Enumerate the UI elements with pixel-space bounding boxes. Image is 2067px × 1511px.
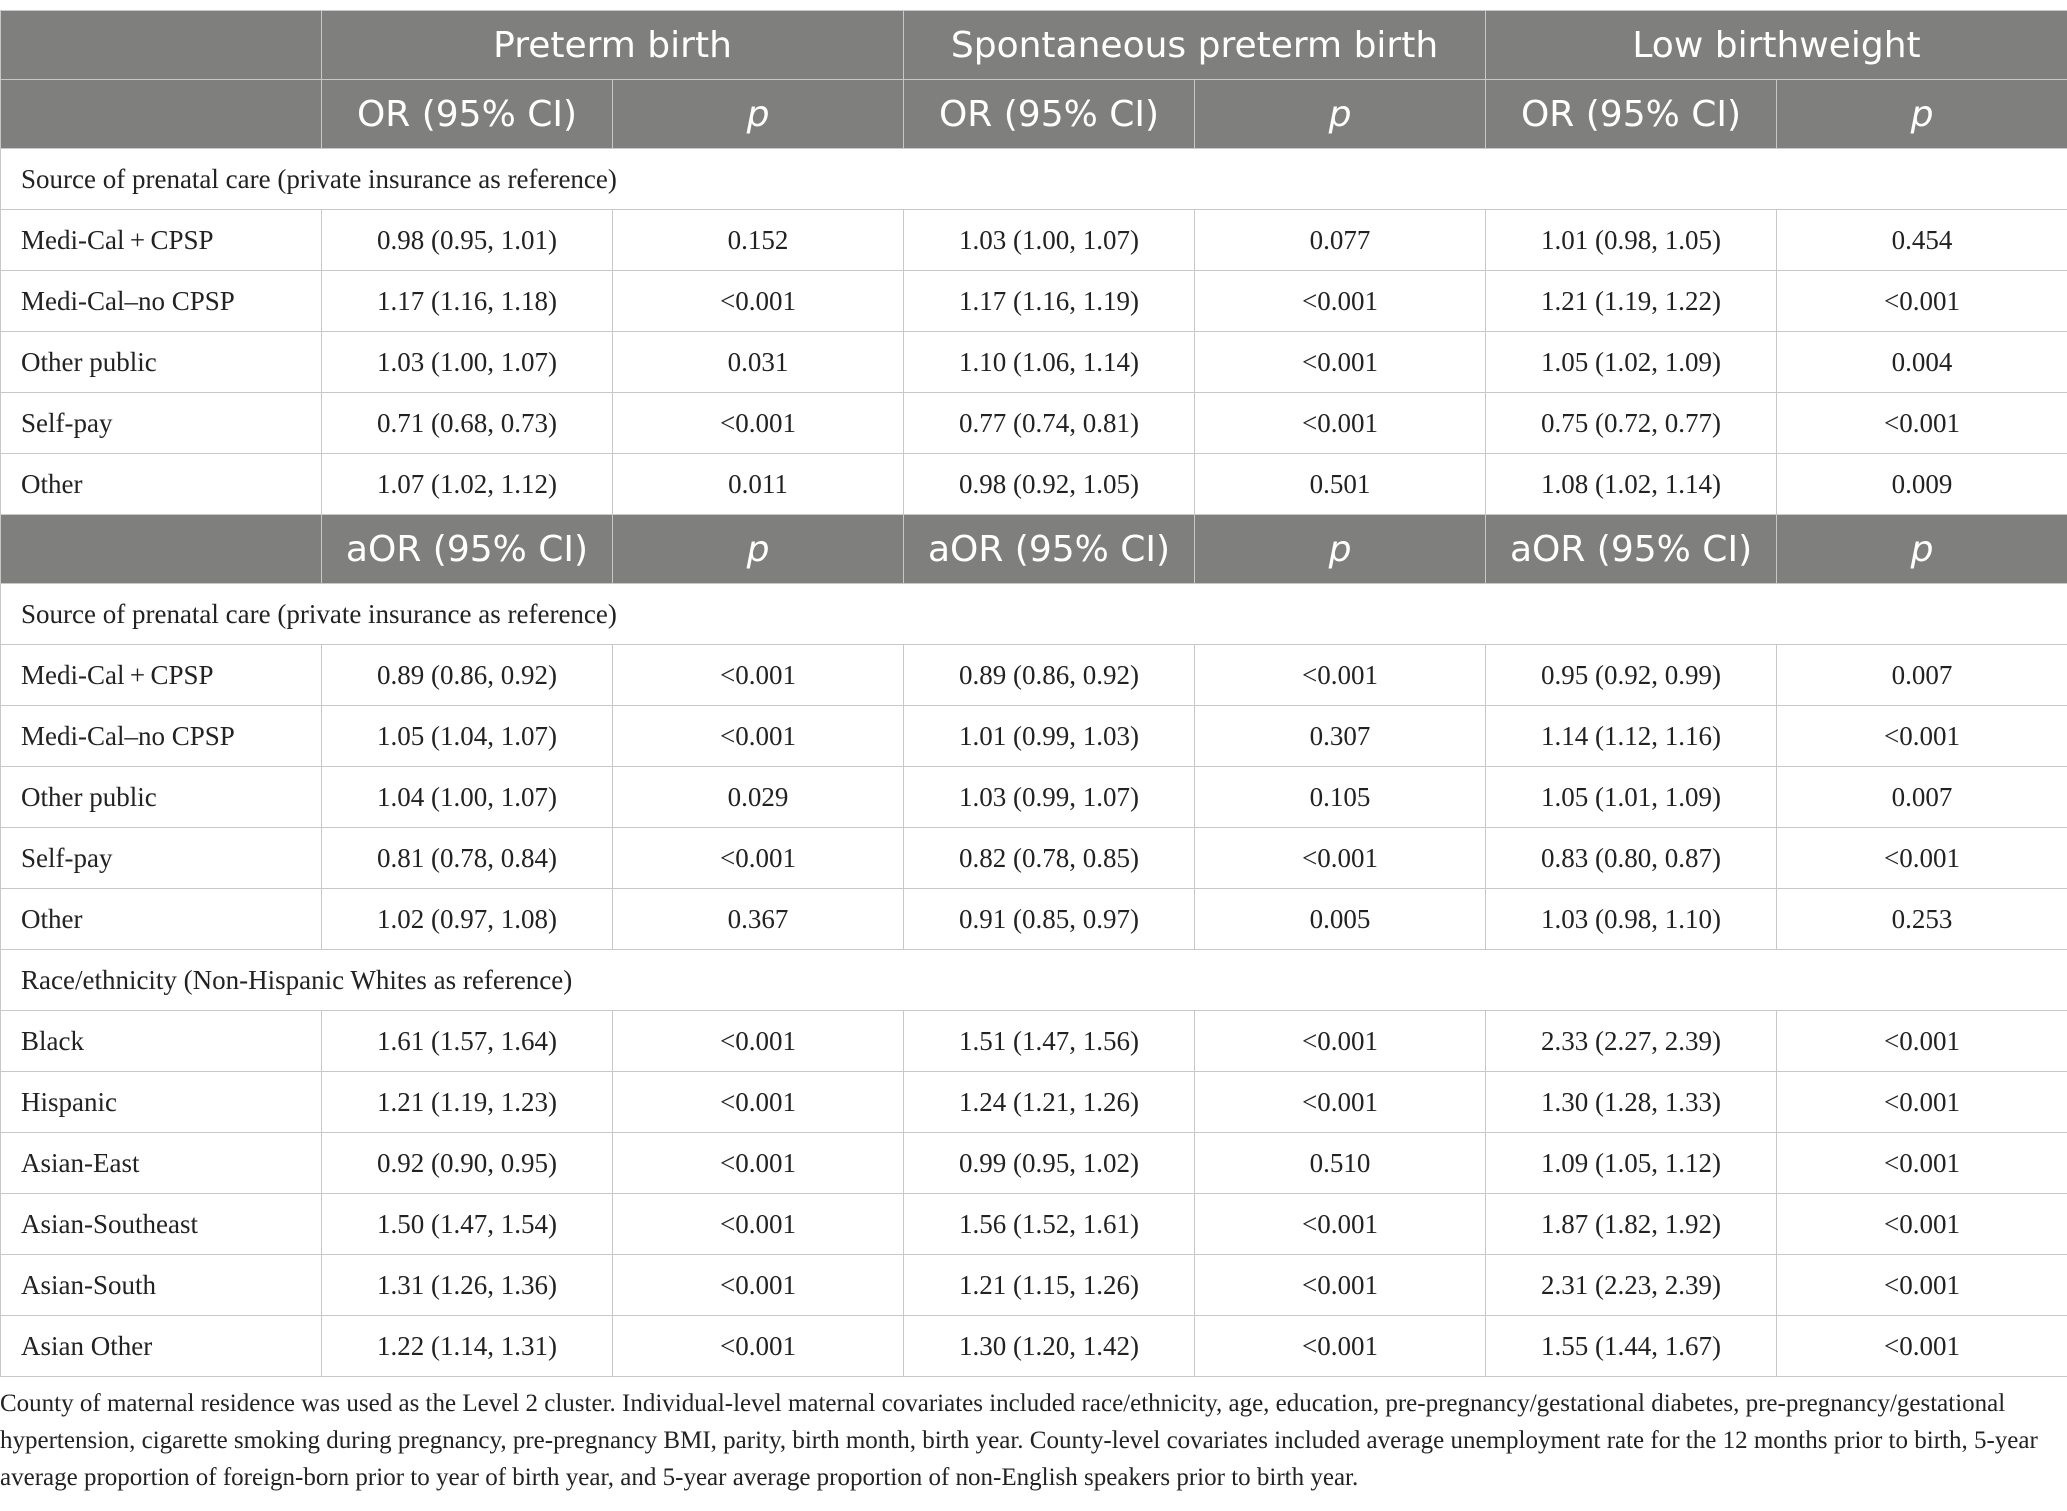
cell: <0.001	[1777, 393, 2067, 454]
cell: 1.05 (1.02, 1.09)	[1486, 332, 1777, 393]
header-aor: aOR (95% CI)	[322, 515, 613, 584]
cell: 1.31 (1.26, 1.36)	[322, 1255, 613, 1316]
cell: 1.21 (1.19, 1.23)	[322, 1072, 613, 1133]
cell: <0.001	[613, 706, 904, 767]
header-p: p	[613, 515, 904, 584]
row-label: Medi-Cal–no CPSP	[1, 271, 322, 332]
table-row	[1, 1316, 2067, 1377]
cell: 0.031	[613, 332, 904, 393]
cell: 0.91 (0.85, 0.97)	[904, 889, 1195, 950]
table-row	[1, 1255, 2067, 1316]
cell: 1.03 (0.98, 1.10)	[1486, 889, 1777, 950]
group-header-row	[1, 11, 2067, 80]
row-label: Black	[1, 1011, 322, 1072]
table-row	[1, 1133, 2067, 1194]
row-label: Medi-Cal + CPSP	[1, 645, 322, 706]
cell: 0.98 (0.92, 1.05)	[904, 454, 1195, 515]
cell: 1.87 (1.82, 1.92)	[1486, 1194, 1777, 1255]
cell: 1.03 (1.00, 1.07)	[904, 210, 1195, 271]
cell: <0.001	[1195, 393, 1486, 454]
cell: 2.33 (2.27, 2.39)	[1486, 1011, 1777, 1072]
results-table	[0, 10, 2067, 1377]
cell: 0.004	[1777, 332, 2067, 393]
row-label: Asian-East	[1, 1133, 322, 1194]
cell: 1.05 (1.04, 1.07)	[322, 706, 613, 767]
section-row	[1, 149, 2067, 210]
cell: 1.21 (1.19, 1.22)	[1486, 271, 1777, 332]
cell: 1.21 (1.15, 1.26)	[904, 1255, 1195, 1316]
cell: <0.001	[1777, 1011, 2067, 1072]
cell: 0.81 (0.78, 0.84)	[322, 828, 613, 889]
cell: 0.77 (0.74, 0.81)	[904, 393, 1195, 454]
cell: <0.001	[613, 1011, 904, 1072]
header-blank	[1, 11, 322, 80]
cell: <0.001	[1777, 706, 2067, 767]
table-row	[1, 1194, 2067, 1255]
cell: <0.001	[1777, 271, 2067, 332]
row-label: Other	[1, 889, 322, 950]
row-label: Self-pay	[1, 828, 322, 889]
header-or: OR (95% CI)	[322, 80, 613, 149]
table-row	[1, 1072, 2067, 1133]
cell: 0.92 (0.90, 0.95)	[322, 1133, 613, 1194]
cell: <0.001	[1777, 1255, 2067, 1316]
cell: <0.001	[613, 645, 904, 706]
header-p: p	[1777, 515, 2067, 584]
cell: 0.152	[613, 210, 904, 271]
cell: 0.367	[613, 889, 904, 950]
cell: 0.029	[613, 767, 904, 828]
table-row	[1, 767, 2067, 828]
or-header-row	[1, 80, 2067, 149]
cell: 1.02 (0.97, 1.08)	[322, 889, 613, 950]
cell: <0.001	[613, 1072, 904, 1133]
cell: 1.01 (0.98, 1.05)	[1486, 210, 1777, 271]
header-spontaneous-preterm-birth: Spontaneous preterm birth	[904, 11, 1486, 80]
cell: <0.001	[1777, 1194, 2067, 1255]
cell: 1.01 (0.99, 1.03)	[904, 706, 1195, 767]
cell: <0.001	[1195, 1011, 1486, 1072]
cell: 0.253	[1777, 889, 2067, 950]
row-label: Self-pay	[1, 393, 322, 454]
cell: <0.001	[1195, 271, 1486, 332]
row-label: Asian Other	[1, 1316, 322, 1377]
cell: 0.89 (0.86, 0.92)	[904, 645, 1195, 706]
cell: 0.005	[1195, 889, 1486, 950]
results-table-container	[0, 10, 2067, 1377]
section-row	[1, 584, 2067, 645]
header-or: OR (95% CI)	[904, 80, 1195, 149]
table-row	[1, 889, 2067, 950]
cell: 0.510	[1195, 1133, 1486, 1194]
cell: 1.56 (1.52, 1.61)	[904, 1194, 1195, 1255]
cell: 0.307	[1195, 706, 1486, 767]
table-row	[1, 271, 2067, 332]
row-label: Other public	[1, 767, 322, 828]
cell: <0.001	[613, 1316, 904, 1377]
cell: 0.501	[1195, 454, 1486, 515]
section-row	[1, 950, 2067, 1011]
cell: <0.001	[1195, 332, 1486, 393]
cell: 0.98 (0.95, 1.01)	[322, 210, 613, 271]
cell: 1.61 (1.57, 1.64)	[322, 1011, 613, 1072]
cell: 0.99 (0.95, 1.02)	[904, 1133, 1195, 1194]
cell: 0.105	[1195, 767, 1486, 828]
table-row	[1, 454, 2067, 515]
cell: <0.001	[1195, 1316, 1486, 1377]
cell: 1.07 (1.02, 1.12)	[322, 454, 613, 515]
section-label: Race/ethnicity (Non-Hispanic Whites as reference)	[1, 950, 2067, 1011]
cell: 1.10 (1.06, 1.14)	[904, 332, 1195, 393]
cell: 0.009	[1777, 454, 2067, 515]
table-row	[1, 1011, 2067, 1072]
cell: <0.001	[613, 1255, 904, 1316]
cell: <0.001	[1195, 1194, 1486, 1255]
cell: 0.007	[1777, 767, 2067, 828]
row-label: Medi-Cal + CPSP	[1, 210, 322, 271]
cell: 1.30 (1.28, 1.33)	[1486, 1072, 1777, 1133]
cell: <0.001	[1195, 645, 1486, 706]
cell: 2.31 (2.23, 2.39)	[1486, 1255, 1777, 1316]
cell: <0.001	[1777, 828, 2067, 889]
cell: 0.077	[1195, 210, 1486, 271]
cell: <0.001	[613, 1194, 904, 1255]
cell: 1.04 (1.00, 1.07)	[322, 767, 613, 828]
row-label: Medi-Cal–no CPSP	[1, 706, 322, 767]
cell: <0.001	[1777, 1316, 2067, 1377]
cell: 1.30 (1.20, 1.42)	[904, 1316, 1195, 1377]
row-label: Other public	[1, 332, 322, 393]
cell: 0.011	[613, 454, 904, 515]
cell: 1.51 (1.47, 1.56)	[904, 1011, 1195, 1072]
cell: <0.001	[1195, 1255, 1486, 1316]
cell: 1.22 (1.14, 1.31)	[322, 1316, 613, 1377]
header-p: p	[1777, 80, 2067, 149]
header-p: p	[1195, 515, 1486, 584]
cell: 0.82 (0.78, 0.85)	[904, 828, 1195, 889]
cell: 0.89 (0.86, 0.92)	[322, 645, 613, 706]
cell: 1.14 (1.12, 1.16)	[1486, 706, 1777, 767]
cell: <0.001	[613, 1133, 904, 1194]
header-preterm-birth: Preterm birth	[322, 11, 904, 80]
cell: 1.08 (1.02, 1.14)	[1486, 454, 1777, 515]
header-p: p	[613, 80, 904, 149]
cell: <0.001	[1777, 1133, 2067, 1194]
header-p: p	[1195, 80, 1486, 149]
cell: <0.001	[613, 393, 904, 454]
cell: 1.03 (1.00, 1.07)	[322, 332, 613, 393]
table-row	[1, 706, 2067, 767]
cell: <0.001	[613, 271, 904, 332]
header-aor: aOR (95% CI)	[904, 515, 1195, 584]
row-label: Hispanic	[1, 1072, 322, 1133]
row-label: Other	[1, 454, 322, 515]
section-label: Source of prenatal care (private insurance as reference)	[1, 584, 2067, 645]
header-aor: aOR (95% CI)	[1486, 515, 1777, 584]
table-row	[1, 828, 2067, 889]
cell: 1.55 (1.44, 1.67)	[1486, 1316, 1777, 1377]
cell: <0.001	[613, 828, 904, 889]
cell: 0.83 (0.80, 0.87)	[1486, 828, 1777, 889]
cell: 0.75 (0.72, 0.77)	[1486, 393, 1777, 454]
cell: 1.09 (1.05, 1.12)	[1486, 1133, 1777, 1194]
row-label: Asian-Southeast	[1, 1194, 322, 1255]
table-row	[1, 645, 2067, 706]
cell: 0.95 (0.92, 0.99)	[1486, 645, 1777, 706]
table-row	[1, 210, 2067, 271]
cell: <0.001	[1777, 1072, 2067, 1133]
row-label: Asian-South	[1, 1255, 322, 1316]
cell: 1.17 (1.16, 1.18)	[322, 271, 613, 332]
table-row	[1, 393, 2067, 454]
section-label: Source of prenatal care (private insurance as reference)	[1, 149, 2067, 210]
cell: <0.001	[1195, 1072, 1486, 1133]
table-row	[1, 332, 2067, 393]
table-footnote: County of maternal residence was used as the Level 2 cluster. Individual-level maternal covariates included race/ethnicity, age, education, pre-pregnancy/gestational diabetes, pre-pregnancy/gestational hypertension, cigarette smoking during pregnancy, pre-pregnancy BMI, parity, birth month, birth year. County-level covariates included average unemployment rate for the 12 months prior to birth, 5-year average proportion of foreign-born prior to year of birth year, and 5-year average proportion of non-English speakers prior to birth year.	[0, 1390, 2038, 1491]
cell: 1.24 (1.21, 1.26)	[904, 1072, 1195, 1133]
cell: 1.50 (1.47, 1.54)	[322, 1194, 613, 1255]
header-low-birthweight: Low birthweight	[1486, 11, 2067, 80]
cell: 1.17 (1.16, 1.19)	[904, 271, 1195, 332]
header-blank	[1, 80, 322, 149]
cell: 1.03 (0.99, 1.07)	[904, 767, 1195, 828]
header-or: OR (95% CI)	[1486, 80, 1777, 149]
cell: <0.001	[1195, 828, 1486, 889]
cell: 1.05 (1.01, 1.09)	[1486, 767, 1777, 828]
cell: 0.007	[1777, 645, 2067, 706]
cell: 0.71 (0.68, 0.73)	[322, 393, 613, 454]
aor-header-row	[1, 515, 2067, 584]
header-blank	[1, 515, 322, 584]
cell: 0.454	[1777, 210, 2067, 271]
